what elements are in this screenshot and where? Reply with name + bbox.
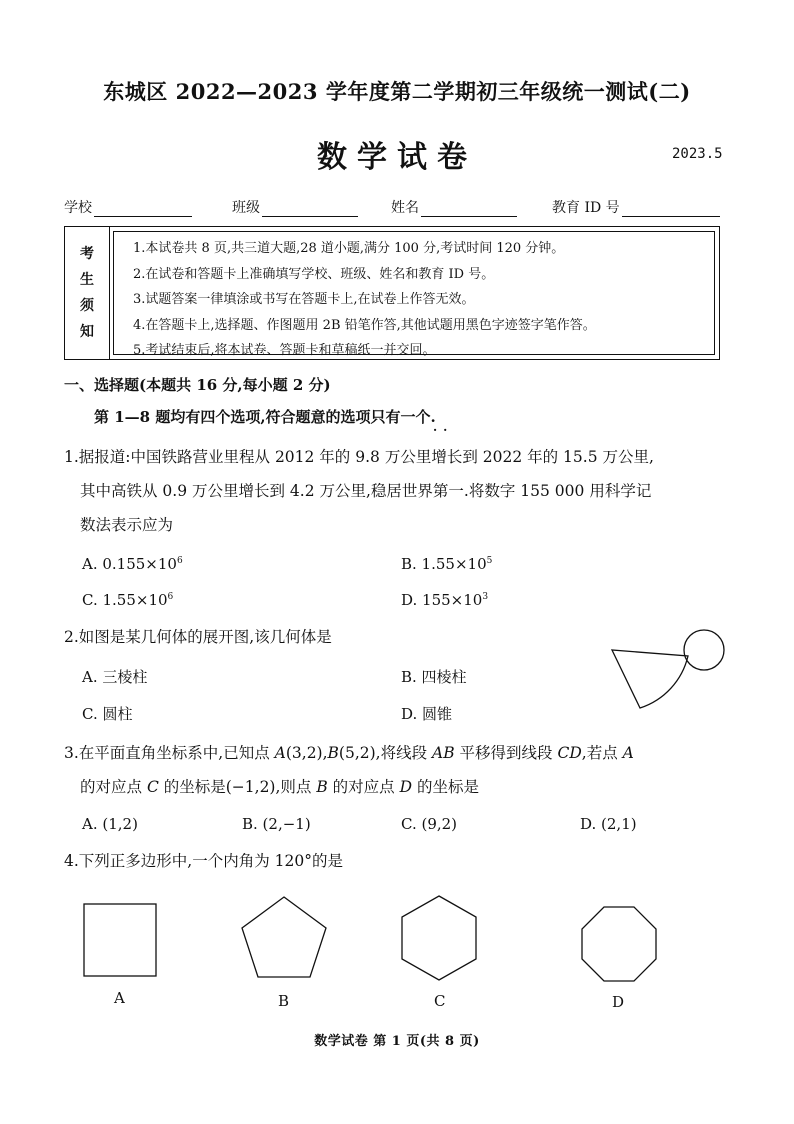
id-field <box>552 197 720 217</box>
option-text: D. 155×10 <box>401 591 483 609</box>
id-label: 教育 ID 号 <box>552 200 620 216</box>
exam-date: 2023.5 <box>672 146 723 162</box>
sector-shape <box>612 650 688 708</box>
q1-option-a[interactable] <box>82 555 183 573</box>
octagon-figure <box>578 903 660 985</box>
q3-segment: AB <box>432 744 455 762</box>
notice-heading-char: 须 <box>80 298 94 314</box>
q3-text: 平移得到线段 <box>454 744 558 762</box>
option-text: B. 1.55×10 <box>401 555 487 573</box>
q3-text: 的对应点 <box>327 778 400 796</box>
q2-option-d[interactable]: D. 圆锥 <box>401 705 453 723</box>
class-blank[interactable] <box>262 202 358 217</box>
notice-rule: 4.在答题卡上,选择题、作图题用 2B 铅笔作答,其他试题用黑色字迹签字笔作答。 <box>133 317 596 333</box>
notice-rule: 1.本试卷共 8 页,共三道大题,28 道小题,满分 100 分,考试时间 120 分钟。 <box>133 241 565 256</box>
q3-point: C <box>146 778 159 796</box>
q1-option-c[interactable] <box>82 591 173 609</box>
q2-option-b[interactable]: B. 四棱柱 <box>401 668 467 686</box>
q4-label-b[interactable]: B <box>278 992 290 1010</box>
option-text: A. 0.155×10 <box>82 555 177 573</box>
name-field <box>391 197 517 217</box>
exam-subtitle: 数学试卷 <box>317 140 477 175</box>
school-label: 学校 <box>64 200 92 216</box>
q3-text: (5,2),将线段 <box>338 744 433 762</box>
q3-option-b[interactable]: B. (2,−1) <box>242 815 311 833</box>
q3-point: B <box>327 744 339 762</box>
q3-text: 的坐标是(−1,2),则点 <box>158 778 317 796</box>
notice-rule: 2.在试卷和答题卡上准确填写学校、班级、姓名和教育 ID 号。 <box>133 266 495 282</box>
class-field <box>232 197 358 217</box>
q4-label-a[interactable]: A <box>114 989 125 1007</box>
notice-rule: 3.试题答案一律填涂或书写在答题卡上,在试卷上作答无效。 <box>133 292 475 307</box>
question-1 <box>64 440 654 542</box>
question-3 <box>64 736 734 804</box>
q3-text: ,若点 <box>581 744 623 762</box>
school-blank[interactable] <box>94 202 192 217</box>
notice-box <box>64 226 720 360</box>
option-exponent: 5 <box>486 556 493 566</box>
option-exponent: 3 <box>482 592 489 602</box>
question-1-line: 数法表示应为 <box>80 516 174 534</box>
q3-text: (3,2), <box>285 744 328 762</box>
question-1-line: 其中高铁从 0.9 万公里增长到 4.2 万公里,稳居世界第一.将数字 155 000 用科学记 <box>80 482 652 500</box>
hexagon-figure <box>398 892 480 984</box>
q3-text: 的坐标是 <box>412 778 479 796</box>
option-exponent: 6 <box>176 556 183 566</box>
q4-label-c[interactable]: C <box>434 992 446 1010</box>
q3-option-c[interactable]: C. (9,2) <box>401 815 458 833</box>
notice-heading-char: 生 <box>80 272 94 288</box>
q1-option-d[interactable] <box>401 591 488 609</box>
name-label: 姓名 <box>391 200 419 216</box>
q3-text: 的对应点 <box>80 778 147 796</box>
emphasis-dots: ·· <box>433 423 454 437</box>
q2-option-a[interactable]: A. 三棱柱 <box>82 668 148 686</box>
q3-option-a[interactable]: A. (1,2) <box>82 815 138 833</box>
section-instruction: 第 1—8 题均有四个选项,符合题意的选项只有一个. <box>94 408 436 426</box>
school-field <box>64 197 192 217</box>
q3-option-d[interactable]: D. (2,1) <box>580 815 637 833</box>
q3-point: B <box>316 778 328 796</box>
notice-rules <box>133 236 596 364</box>
pentagon-figure <box>238 893 330 981</box>
option-exponent: 6 <box>167 592 174 602</box>
exam-title: 东城区 2022—2023 学年度第二学期初三年级统一测试(二) <box>103 79 691 104</box>
id-blank[interactable] <box>622 202 720 217</box>
option-text: C. 1.55×10 <box>82 591 168 609</box>
q3-point: A <box>274 744 286 762</box>
notice-rule: 5.考试结束后,将本试卷、答题卡和草稿纸一并交回。 <box>133 343 436 358</box>
q3-text: 3.在平面直角坐标系中,已知点 <box>64 744 275 762</box>
question-2: 2.如图是某几何体的展开图,该几何体是 <box>64 628 332 646</box>
question-3-line2 <box>64 770 734 804</box>
circle-shape <box>684 630 724 670</box>
q4-label-d[interactable]: D <box>612 993 625 1011</box>
class-label: 班级 <box>232 200 260 216</box>
notice-heading-char: 知 <box>80 324 94 340</box>
q2-option-c[interactable]: C. 圆柱 <box>82 705 133 723</box>
question-4: 4.下列正多边形中,一个内角为 120°的是 <box>64 852 343 870</box>
cone-net-figure <box>610 628 730 718</box>
q3-point: D <box>399 778 413 796</box>
question-1-line: 1.据报道:中国铁路营业里程从 2012 年的 9.8 万公里增长到 2022 年的 15.5 万公里, <box>64 448 654 466</box>
name-blank[interactable] <box>421 202 517 217</box>
notice-heading <box>65 227 110 359</box>
q3-point: A <box>622 744 634 762</box>
q3-segment: CD <box>557 744 582 762</box>
page-footer: 数学试卷 第 1 页(共 8 页) <box>314 1034 480 1049</box>
section-title: 一、选择题(本题共 16 分,每小题 2 分) <box>64 376 331 394</box>
notice-heading-char: 考 <box>80 246 94 262</box>
square-figure <box>80 900 160 980</box>
q1-option-b[interactable] <box>401 555 492 573</box>
